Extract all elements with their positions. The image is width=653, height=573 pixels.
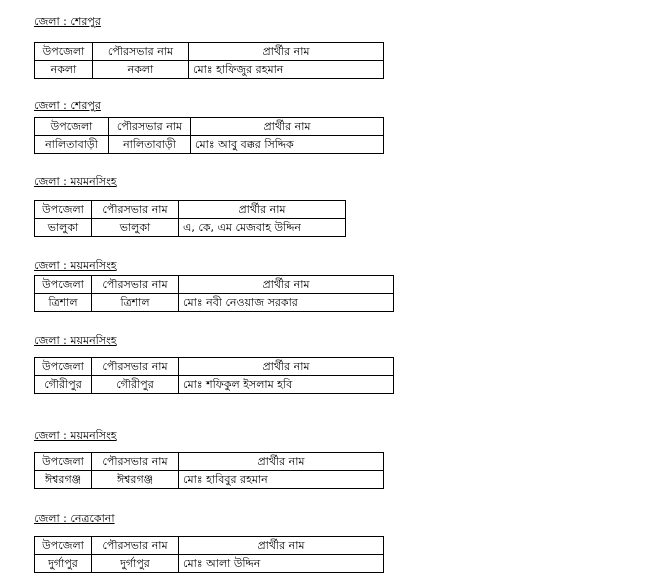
- pourashava-cell: ঈশ্বরগঞ্জ: [92, 471, 179, 489]
- header-upazila: উপজেলা: [35, 201, 92, 219]
- candidate-table: [34, 200, 346, 237]
- candidate-cell: মোঃ হাফিজুর রহমান: [189, 61, 384, 79]
- upazila-cell: ঈশ্বরগঞ্জ: [35, 471, 92, 489]
- pourashava-cell: ভালুকা: [92, 219, 179, 237]
- header-upazila: উপজেলা: [35, 358, 92, 376]
- district-heading: জেলা : নেত্রকোনা: [34, 512, 115, 525]
- header-candidate: প্রার্থীর নাম: [179, 276, 394, 294]
- header-candidate: প্রার্থীর নাম: [189, 43, 384, 61]
- candidate-cell: মোঃ আবু বক্কর সিদ্দিক: [191, 136, 384, 154]
- table-header-row: [35, 537, 384, 555]
- upazila-cell: নকলা: [35, 61, 93, 79]
- district-heading: জেলা : ময়মনসিংহ: [34, 175, 117, 188]
- header-pourashava: পৌরসভার নাম: [93, 43, 189, 61]
- candidate-table: [34, 275, 394, 312]
- table-header-row: [35, 43, 384, 61]
- candidate-table: [34, 536, 384, 573]
- header-upazila: উপজেলা: [35, 276, 92, 294]
- district-heading: জেলা : ময়মনসিংহ: [34, 259, 117, 272]
- district-heading: জেলা : শেরপুর: [34, 15, 101, 28]
- candidate-table: [34, 42, 384, 79]
- table-row: [35, 136, 384, 154]
- upazila-cell: ত্রিশাল: [35, 294, 92, 312]
- header-upazila: উপজেলা: [35, 43, 93, 61]
- candidate-table: [34, 357, 394, 394]
- district-heading: জেলা : ময়মনসিংহ: [34, 429, 117, 442]
- table-header-row: [35, 276, 394, 294]
- header-pourashava: পৌরসভার নাম: [92, 453, 179, 471]
- candidate-cell: মোঃ হাবিবুর রহমান: [179, 471, 384, 489]
- table-row: [35, 219, 346, 237]
- upazila-cell: গৌরীপুর: [35, 376, 92, 394]
- candidate-table: [34, 452, 384, 489]
- pourashava-cell: ত্রিশাল: [92, 294, 179, 312]
- candidate-table: [34, 117, 384, 154]
- table-row: [35, 471, 384, 489]
- candidate-cell: মোঃ নবী নেওয়াজ সরকার: [179, 294, 394, 312]
- table-header-row: [35, 118, 384, 136]
- candidate-cell: এ, কে, এম মেজবাহ উদ্দিন: [179, 219, 346, 237]
- upazila-cell: নালিতাবাড়ী: [35, 136, 109, 154]
- header-candidate: প্রার্থীর নাম: [179, 201, 346, 219]
- pourashava-cell: গৌরীপুর: [92, 376, 179, 394]
- header-pourashava: পৌরসভার নাম: [109, 118, 191, 136]
- table-row: [35, 376, 394, 394]
- header-pourashava: পৌরসভার নাম: [92, 276, 179, 294]
- upazila-cell: ভালুকা: [35, 219, 92, 237]
- header-candidate: প্রার্থীর নাম: [179, 358, 394, 376]
- header-upazila: উপজেলা: [35, 453, 92, 471]
- header-candidate: প্রার্থীর নাম: [179, 537, 384, 555]
- header-upazila: উপজেলা: [35, 537, 92, 555]
- candidate-cell: মোঃ শফিকুল ইসলাম হবি: [179, 376, 394, 394]
- candidate-cell: মোঃ আলা উদ্দিন: [179, 555, 384, 573]
- pourashava-cell: নকলা: [93, 61, 189, 79]
- header-pourashava: পৌরসভার নাম: [92, 537, 179, 555]
- header-candidate: প্রার্থীর নাম: [191, 118, 384, 136]
- district-heading: জেলা : ময়মনসিংহ: [34, 334, 117, 347]
- header-candidate: প্রার্থীর নাম: [179, 453, 384, 471]
- header-upazila: উপজেলা: [35, 118, 109, 136]
- table-header-row: [35, 201, 346, 219]
- header-pourashava: পৌরসভার নাম: [92, 201, 179, 219]
- table-header-row: [35, 453, 384, 471]
- table-header-row: [35, 358, 394, 376]
- upazila-cell: দুর্গাপুর: [35, 555, 92, 573]
- table-row: [35, 294, 394, 312]
- pourashava-cell: নালিতাবাড়ী: [109, 136, 191, 154]
- table-row: [35, 61, 384, 79]
- district-heading: জেলা : শেরপুর: [34, 99, 101, 112]
- header-pourashava: পৌরসভার নাম: [92, 358, 179, 376]
- pourashava-cell: দুর্গাপুর: [92, 555, 179, 573]
